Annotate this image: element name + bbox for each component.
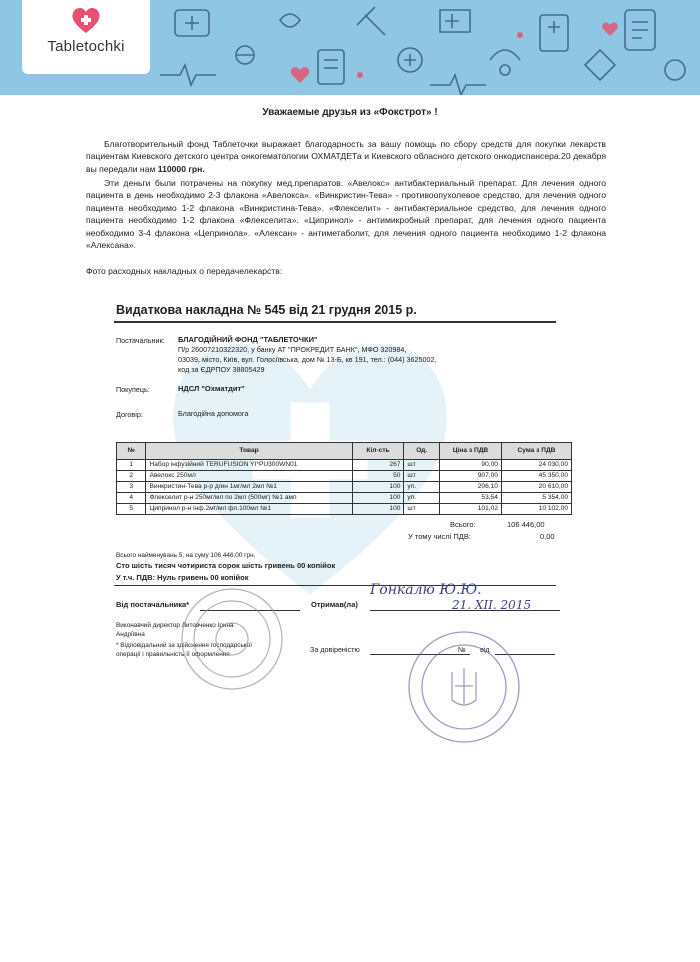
row-number: 4 [117, 493, 146, 504]
receiver-stamp-icon [405, 628, 523, 746]
donation-amount: 110000 грн. [157, 163, 205, 174]
row-price: 53,54 [439, 493, 501, 504]
letter-paragraph-3: Фото расходных накладных о передачелекарств: [86, 266, 283, 276]
table-header-row [117, 443, 572, 460]
title-divider [114, 321, 556, 323]
supplier-label: Постачальник: [116, 336, 165, 345]
total-value: 106 446,00 [507, 520, 545, 529]
col-number: № [117, 443, 146, 460]
table-row [117, 493, 572, 504]
table-row [117, 482, 572, 493]
row-qty: 100 [352, 504, 404, 515]
vat-label: У тому числі ПДВ: [408, 532, 471, 541]
row-unit: шт [404, 504, 440, 515]
row-number: 1 [117, 460, 146, 471]
received-label: Отримав(ла) [311, 600, 358, 609]
col-price: Ціна з ПДВ [439, 443, 501, 460]
row-sum: 45 350,00 [501, 471, 571, 482]
row-qty: 100 [352, 482, 404, 493]
summary-words: Сто шість тисяч чотириста сорок шість гривень 00 копійок [116, 561, 336, 570]
row-item: Винкристин-Тева р-р д/ин 1мг/мл 2мл №1 [146, 482, 352, 493]
row-sum: 20 610,00 [501, 482, 571, 493]
summary-vat: У т.ч. ПДВ: Нуль гривень 00 копійок [116, 573, 249, 582]
col-qty: Кіл-сть [352, 443, 404, 460]
supplier-address: 03039, місто, Київ, вул. Голосіївська, дом № 13-Б, кв 191, тел.: (044) 3625002, [178, 355, 437, 364]
row-price: 101,02 [439, 504, 501, 515]
table-row [117, 504, 572, 515]
row-unit: уп. [404, 493, 440, 504]
footnote-line-2: операції і правильність її оформлення [116, 651, 230, 658]
row-qty: 50 [352, 471, 404, 482]
row-item: Авелокс 250мл [146, 471, 352, 482]
heart-cross-icon [71, 6, 101, 34]
row-price: 206,10 [439, 482, 501, 493]
contract-value: Благодійна допомога [178, 409, 249, 418]
table-row [117, 471, 572, 482]
col-unit: Од. [404, 443, 440, 460]
supplier-name: БЛАГОДІЙНИЙ ФОНД "ТАБЛЕТОЧКИ" [178, 335, 318, 344]
letter-p1-text: Благотворительный фонд Таблеточки выражает благодарность за вашу помощь по сбору средств для покупки лекарств пациентам Киевского детского центра онкогематологии ОХМАТДЕТа и Киевского обласного детского онкодиспансера.20 декабря вы передали нам [86, 139, 606, 174]
row-sum: 24 030,00 [501, 460, 571, 471]
total-label: Всього: [450, 520, 476, 529]
footnote-line-1: * Відповідальний за здійснення господарської [116, 642, 253, 649]
power-of-attorney-label: За довіреністю [310, 645, 360, 654]
logo-text: Tabletochki [47, 38, 125, 55]
logo [22, 0, 150, 74]
buyer-name: НДСЛ "Охматдит" [178, 384, 245, 393]
from-label: від [480, 645, 490, 654]
row-number: 3 [117, 482, 146, 493]
table-row [117, 460, 572, 471]
items-table [116, 442, 572, 515]
receiver-signature-name: Гонкалю Ю.Ю. [370, 582, 482, 598]
from-supplier-label: Від постачальника* [116, 600, 190, 609]
contract-label: Договір: [116, 410, 143, 419]
letter-greeting: Уважаемые друзья из «Фокстрот» ! [262, 107, 438, 118]
row-item: Ципринол р-н інф.2мг/мл фл.100мл №1 [146, 504, 352, 515]
row-number: 2 [117, 471, 146, 482]
executor-line-2: Андріївна [116, 631, 145, 638]
row-unit: шт [404, 460, 440, 471]
vat-value: 0,00 [540, 532, 555, 541]
row-price: 90,00 [439, 460, 501, 471]
number-label: № [458, 645, 466, 654]
supplier-code: код за ЄДРПОУ 38805429 [178, 365, 265, 374]
executor-line-1: Виконавчий директор Литовченко Ірина [116, 622, 234, 629]
row-qty: 100 [352, 493, 404, 504]
row-unit: шт [404, 471, 440, 482]
row-sum: 10 102,00 [501, 504, 571, 515]
row-item: Набор інфузійний TERUFUSION YI*PU300WN01 [146, 460, 352, 471]
header-banner [0, 0, 700, 95]
row-number: 5 [117, 504, 146, 515]
letter-paragraph-2: Эти деньги были потрачены на покупку мед.препаратов. «Авелокс» антибактериальный препарат. Для лечения одного пациента в день необходимо 2-3 флакона «Авелокса». «Винкристин-Тева» - противоопухолевое средство, для лечения одного пациента необходимо 1-2 флакона «Винкристина-Тева». «Флекселит» - антибактериальное средство, для лечения одного пациента необходимо 1-2 флакона «Флекселита». «Ципринол» - антимикробный препарат, для лечения одного пациента необходимо 3-4 флакона «Цепринола». «Алексан» - антиметаболит, для лечения одного пациента необходимо 1-2 флакона «Алексана». [86, 178, 606, 251]
supplier-account: П/р 26007210322320, у банку АТ "ПРОКРЕДИТ БАНК", МФО 320984, [178, 345, 407, 354]
summary-line: Всього найменувань 5, на суму 106 446,00 грн. [116, 552, 256, 559]
letter-paragraph-1 [86, 138, 606, 175]
receiver-signature-date: 21. XII. 2015 [452, 598, 532, 612]
col-sum: Сума з ПДВ [501, 443, 571, 460]
invoice-title: Видаткова накладна № 545 від 21 грудня 2015 р. [116, 303, 417, 317]
buyer-label: Покупець: [116, 385, 150, 394]
supplier-stamp-icon [178, 585, 286, 693]
row-sum: 5 354,00 [501, 493, 571, 504]
row-price: 907,00 [439, 471, 501, 482]
col-item: Товар [146, 443, 352, 460]
row-item: Флекселит р-н 250мг/мл по 2мл (500мг) №1 амп [146, 493, 352, 504]
row-qty: 267 [352, 460, 404, 471]
row-unit: уп. [404, 482, 440, 493]
